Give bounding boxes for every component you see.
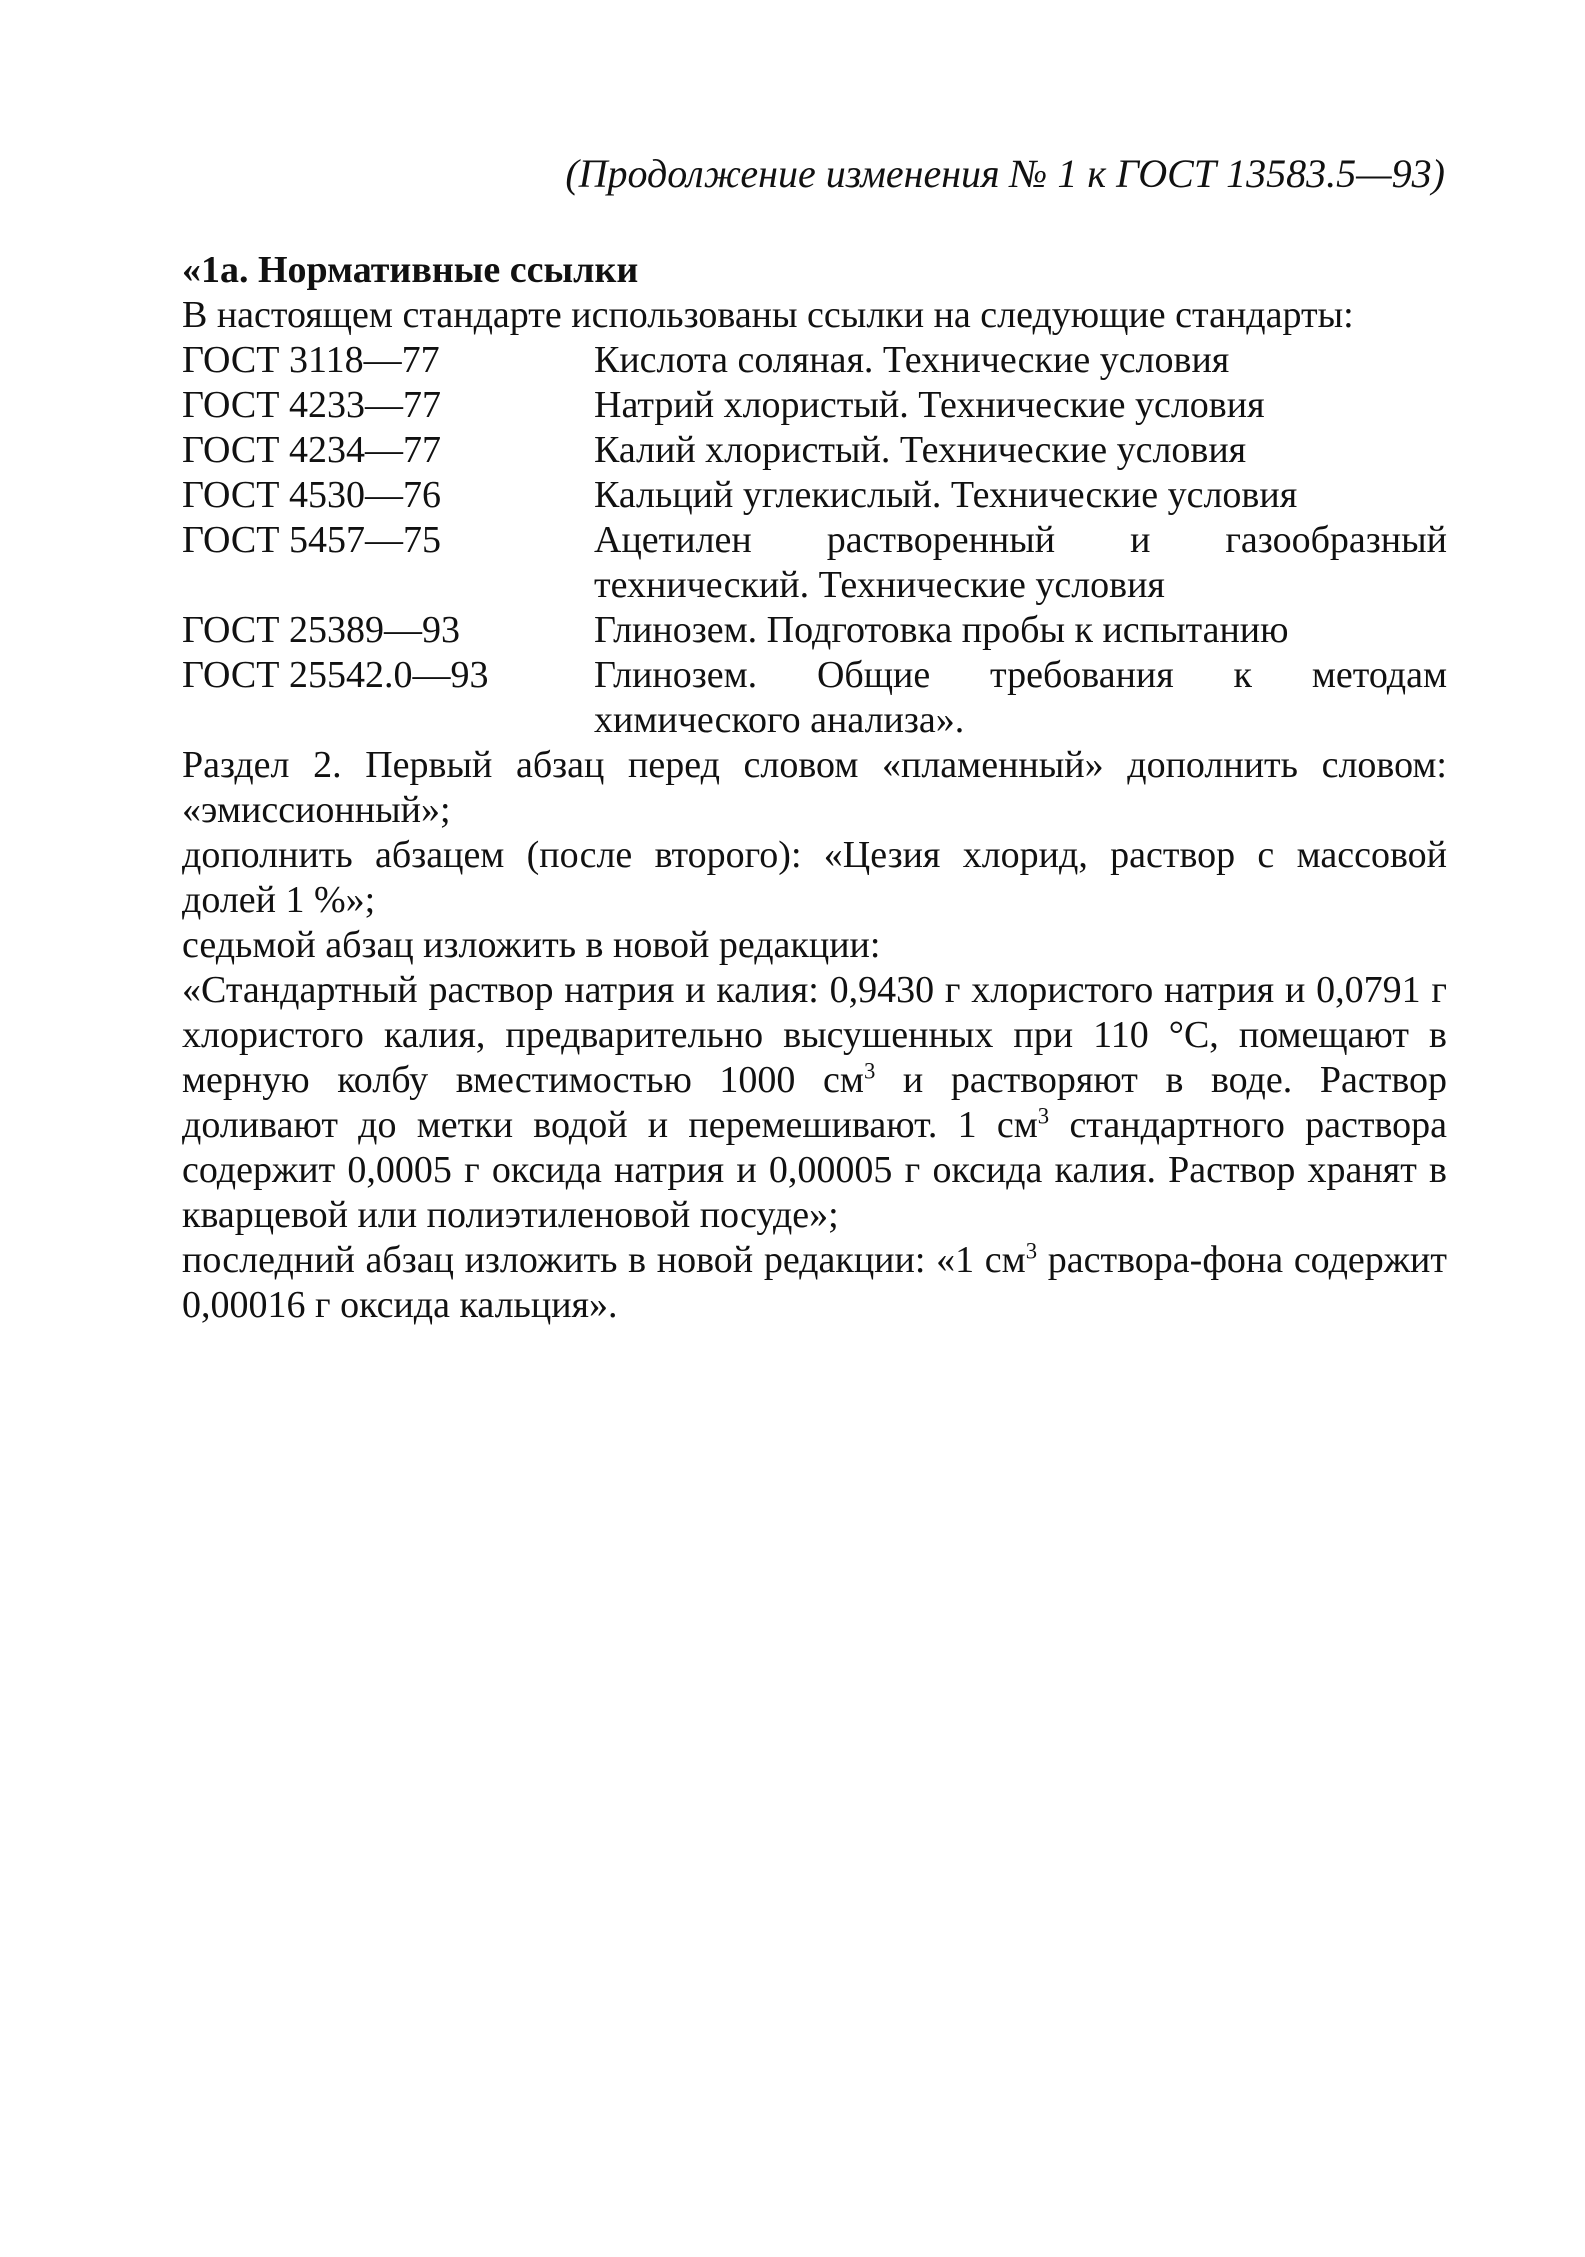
- reference-title: Кальций углекислый. Технические условия: [594, 474, 1298, 516]
- superscript: 3: [1025, 1238, 1038, 1264]
- reference-row: [182, 653, 1447, 743]
- reference-list: [182, 338, 1447, 743]
- amendment-paragraph-4: [182, 968, 1447, 1238]
- continuation-header: (Продолжение изменения № 1 к ГОСТ 13583.5—93): [565, 151, 1445, 196]
- section-heading: «1а. Нормативные ссылки: [182, 249, 639, 291]
- reference-title: Глинозем. Подготовка пробы к испытанию: [594, 609, 1289, 651]
- reference-title: Кислота соляная. Технические условия: [594, 339, 1230, 381]
- reference-row: [182, 383, 1447, 428]
- reference-row: [182, 338, 1447, 383]
- reference-row: [182, 473, 1447, 518]
- reference-title: Натрий хлористый. Технические условия: [594, 384, 1265, 426]
- amendment-paragraph-5-part-a: последний абзац изложить в новой редакции: «1 см: [182, 1239, 1026, 1281]
- reference-title: Калий хлористый. Технические условия: [594, 429, 1247, 471]
- reference-code: ГОСТ 25389—93: [182, 609, 460, 651]
- reference-row: [182, 428, 1447, 473]
- reference-row: [182, 608, 1447, 653]
- reference-code: ГОСТ 4233—77: [182, 384, 441, 426]
- superscript: 3: [863, 1058, 876, 1084]
- amendment-paragraph-4-part-b: и растворяют в воде. Раствор доливают до метки водой и перемешивают. 1 см: [182, 1059, 1448, 1146]
- reference-code: ГОСТ 4530—76: [182, 474, 441, 516]
- reference-row: [182, 518, 1447, 608]
- document-body: [182, 248, 1447, 1328]
- amendment-paragraph-4-part-c: стандартного раствора содержит 0,0005 г оксида натрия и 0,00005 г оксида калия. Раствор хранят в кварцевой или полиэтиленовой посуде»;: [182, 1104, 1447, 1236]
- reference-code: ГОСТ 3118—77: [182, 339, 440, 381]
- reference-code: ГОСТ 4234—77: [182, 429, 441, 471]
- reference-title: Ацетилен растворенный и газообразный технический. Технические условия: [594, 519, 1447, 606]
- reference-code: ГОСТ 25542.0—93: [182, 654, 489, 696]
- reference-title: Глинозем. Общие требования к методам химического анализа».: [594, 654, 1447, 741]
- amendment-paragraph-5-part-b: раствора-фона содержит 0,00016 г оксида кальция».: [182, 1239, 1447, 1326]
- superscript: 3: [1037, 1103, 1050, 1129]
- amendment-paragraph-1: Раздел 2. Первый абзац перед словом «пламенный» дополнить словом: «эмиссионный»;: [182, 744, 1447, 831]
- amendment-paragraph-4-part-a: «Стандартный раствор натрия и калия: 0,9430 г хлористого натрия и 0,0791 г хлористого калия, предварительно высушенных при 110 °С, помещают в мерную колбу вместимостью 1000 см: [182, 969, 1447, 1101]
- amendment-paragraph-3: седьмой абзац изложить в новой редакции:: [182, 924, 881, 966]
- amendment-paragraph-2: дополнить абзацем (после второго): «Цезия хлорид, раствор с массовой долей 1 %»;: [182, 834, 1447, 921]
- amendment-paragraph-5: [182, 1238, 1447, 1328]
- reference-code: ГОСТ 5457—75: [182, 519, 441, 561]
- section-intro: В настоящем стандарте использованы ссылки на следующие стандарты:: [182, 294, 1354, 336]
